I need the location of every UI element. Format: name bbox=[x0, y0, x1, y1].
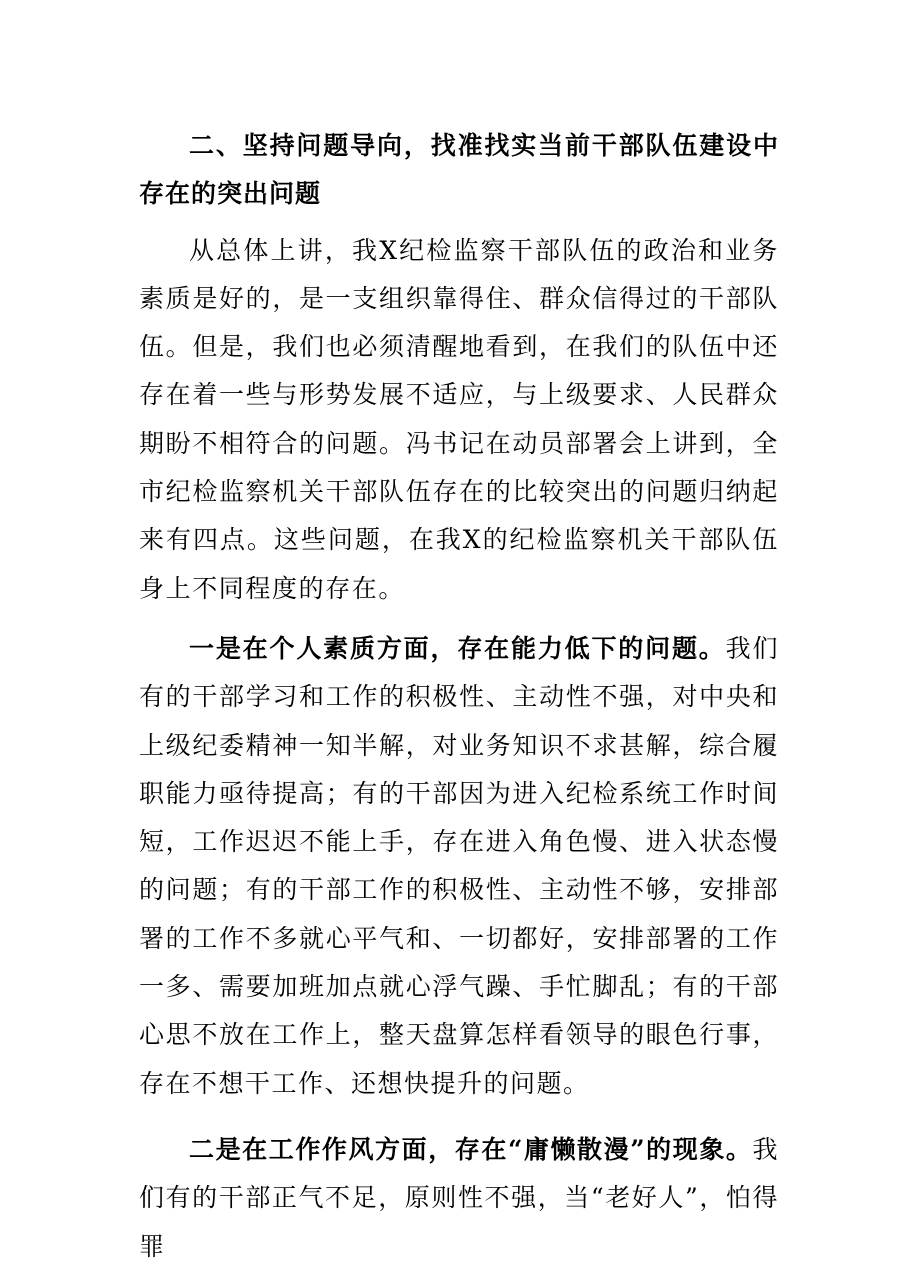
point-two-paragraph bbox=[139, 1126, 779, 1271]
point-one-body: 我们有的干部学习和工作的积极性、主动性不强，对中央和上级纪委精神一知半解，对业务知识不求甚解，综合履职能力亟待提高；有的干部因为进入纪检系统工作时间短，工作迟迟不能上手，存在进入角色慢、进入状态慢的问题；有的干部工作的积极性、主动性不够，安排部署的工作不多就心平气和、一切都好，安排部署的工作一多、需要加班加点就心浮气躁、手忙脚乱；有的干部心思不放在工作上，整天盘算怎样看领导的眼色行事，存在不想干工作、还想快提升的问题。 bbox=[139, 633, 779, 1098]
intro-paragraph: 从总体上讲，我X纪检监察干部队伍的政治和业务素质是好的，是一支组织靠得住、群众信得过的干部队伍。但是，我们也必须清醒地看到，在我们的队伍中还存在着一些与形势发展不适应，与上级要求、人民群众期盼不相符合的问题。冯书记在动员部署会上讲到，全市纪检监察机关干部队伍存在的比较突出的问题归纳起来有四点。这些问题，在我X的纪检监察机关干部队伍身上不同程度的存在。 bbox=[139, 235, 779, 603]
point-one-lead: 一是在个人素质方面，存在能力低下的问题。 bbox=[189, 633, 726, 663]
point-two-body: 我们有的干部正气不足，原则性不强，当“老好人”，怕得罪 bbox=[139, 1134, 779, 1261]
point-two-lead: 二是在工作作风方面，存在“庸懒散漫”的现象。 bbox=[189, 1134, 753, 1164]
section-heading: 二、坚持问题导向，找准找实当前干部队伍建设中存在的突出问题 bbox=[139, 131, 779, 209]
document-body bbox=[139, 122, 779, 1271]
point-one-paragraph bbox=[139, 625, 779, 1108]
